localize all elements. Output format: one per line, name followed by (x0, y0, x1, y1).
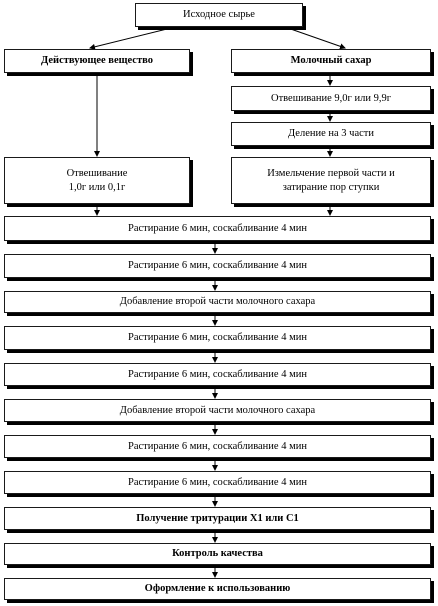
step-4-box (4, 326, 431, 350)
divide-label: Деление на 3 части (288, 128, 374, 140)
step-6-box (4, 399, 431, 422)
milk-sugar-label: Молочный сахар (290, 55, 372, 67)
step-1-label: Растирание 6 мин, соскабливание 4 мин (128, 222, 307, 234)
grind-first-line-2: затирание пор ступки (282, 181, 380, 193)
step-3-label: Добавление второй части молочного сахара (119, 296, 316, 308)
divide-box (231, 122, 431, 146)
active-substance-label: Действующее вещество (41, 55, 153, 67)
step-11-box (4, 578, 431, 600)
arrow-source-to-active (90, 27, 175, 48)
weigh-sugar-label: Отвешивание 9,0г или 9,9г (270, 92, 392, 104)
weigh-active-box (4, 157, 190, 204)
step-5-box (4, 363, 431, 386)
step-10-label: Контроль качества (172, 548, 263, 560)
step-2-box (4, 254, 431, 278)
grind-first-box (231, 157, 431, 204)
step-9-box (4, 507, 431, 530)
step-9-label: Получение тритурации X1 или C1 (136, 512, 299, 524)
step-11-label: Оформление к использованию (144, 583, 291, 595)
step-6-label: Добавление второй части молочного сахара (119, 404, 316, 416)
step-2-label: Растирание 6 мин, соскабливание 4 мин (128, 260, 307, 272)
milk-sugar-box (231, 49, 431, 73)
step-10-box (4, 543, 431, 565)
weigh-active-line-1: Отвешивание (66, 168, 128, 180)
step-7-label: Растирание 6 мин, соскабливание 4 мин (128, 440, 307, 452)
step-8-label: Растирание 6 мин, соскабливание 4 мин (128, 476, 307, 488)
step-4-label: Растирание 6 мин, соскабливание 4 мин (128, 332, 307, 344)
step-5-label: Растирание 6 мин, соскабливание 4 мин (128, 368, 307, 380)
step-1-box (4, 216, 431, 241)
weigh-sugar-box (231, 86, 431, 111)
weigh-active-line-2: 1,0г или 0,1г (68, 181, 126, 193)
step-8-box (4, 471, 431, 494)
grind-first-line-1: Измельчение первой части и (267, 168, 395, 180)
step-3-box (4, 291, 431, 313)
step-7-box (4, 435, 431, 458)
source-label: Исходное сырье (183, 9, 255, 21)
arrow-source-to-sugar (285, 27, 345, 48)
source-box (135, 3, 303, 27)
active-substance-box (4, 49, 190, 73)
